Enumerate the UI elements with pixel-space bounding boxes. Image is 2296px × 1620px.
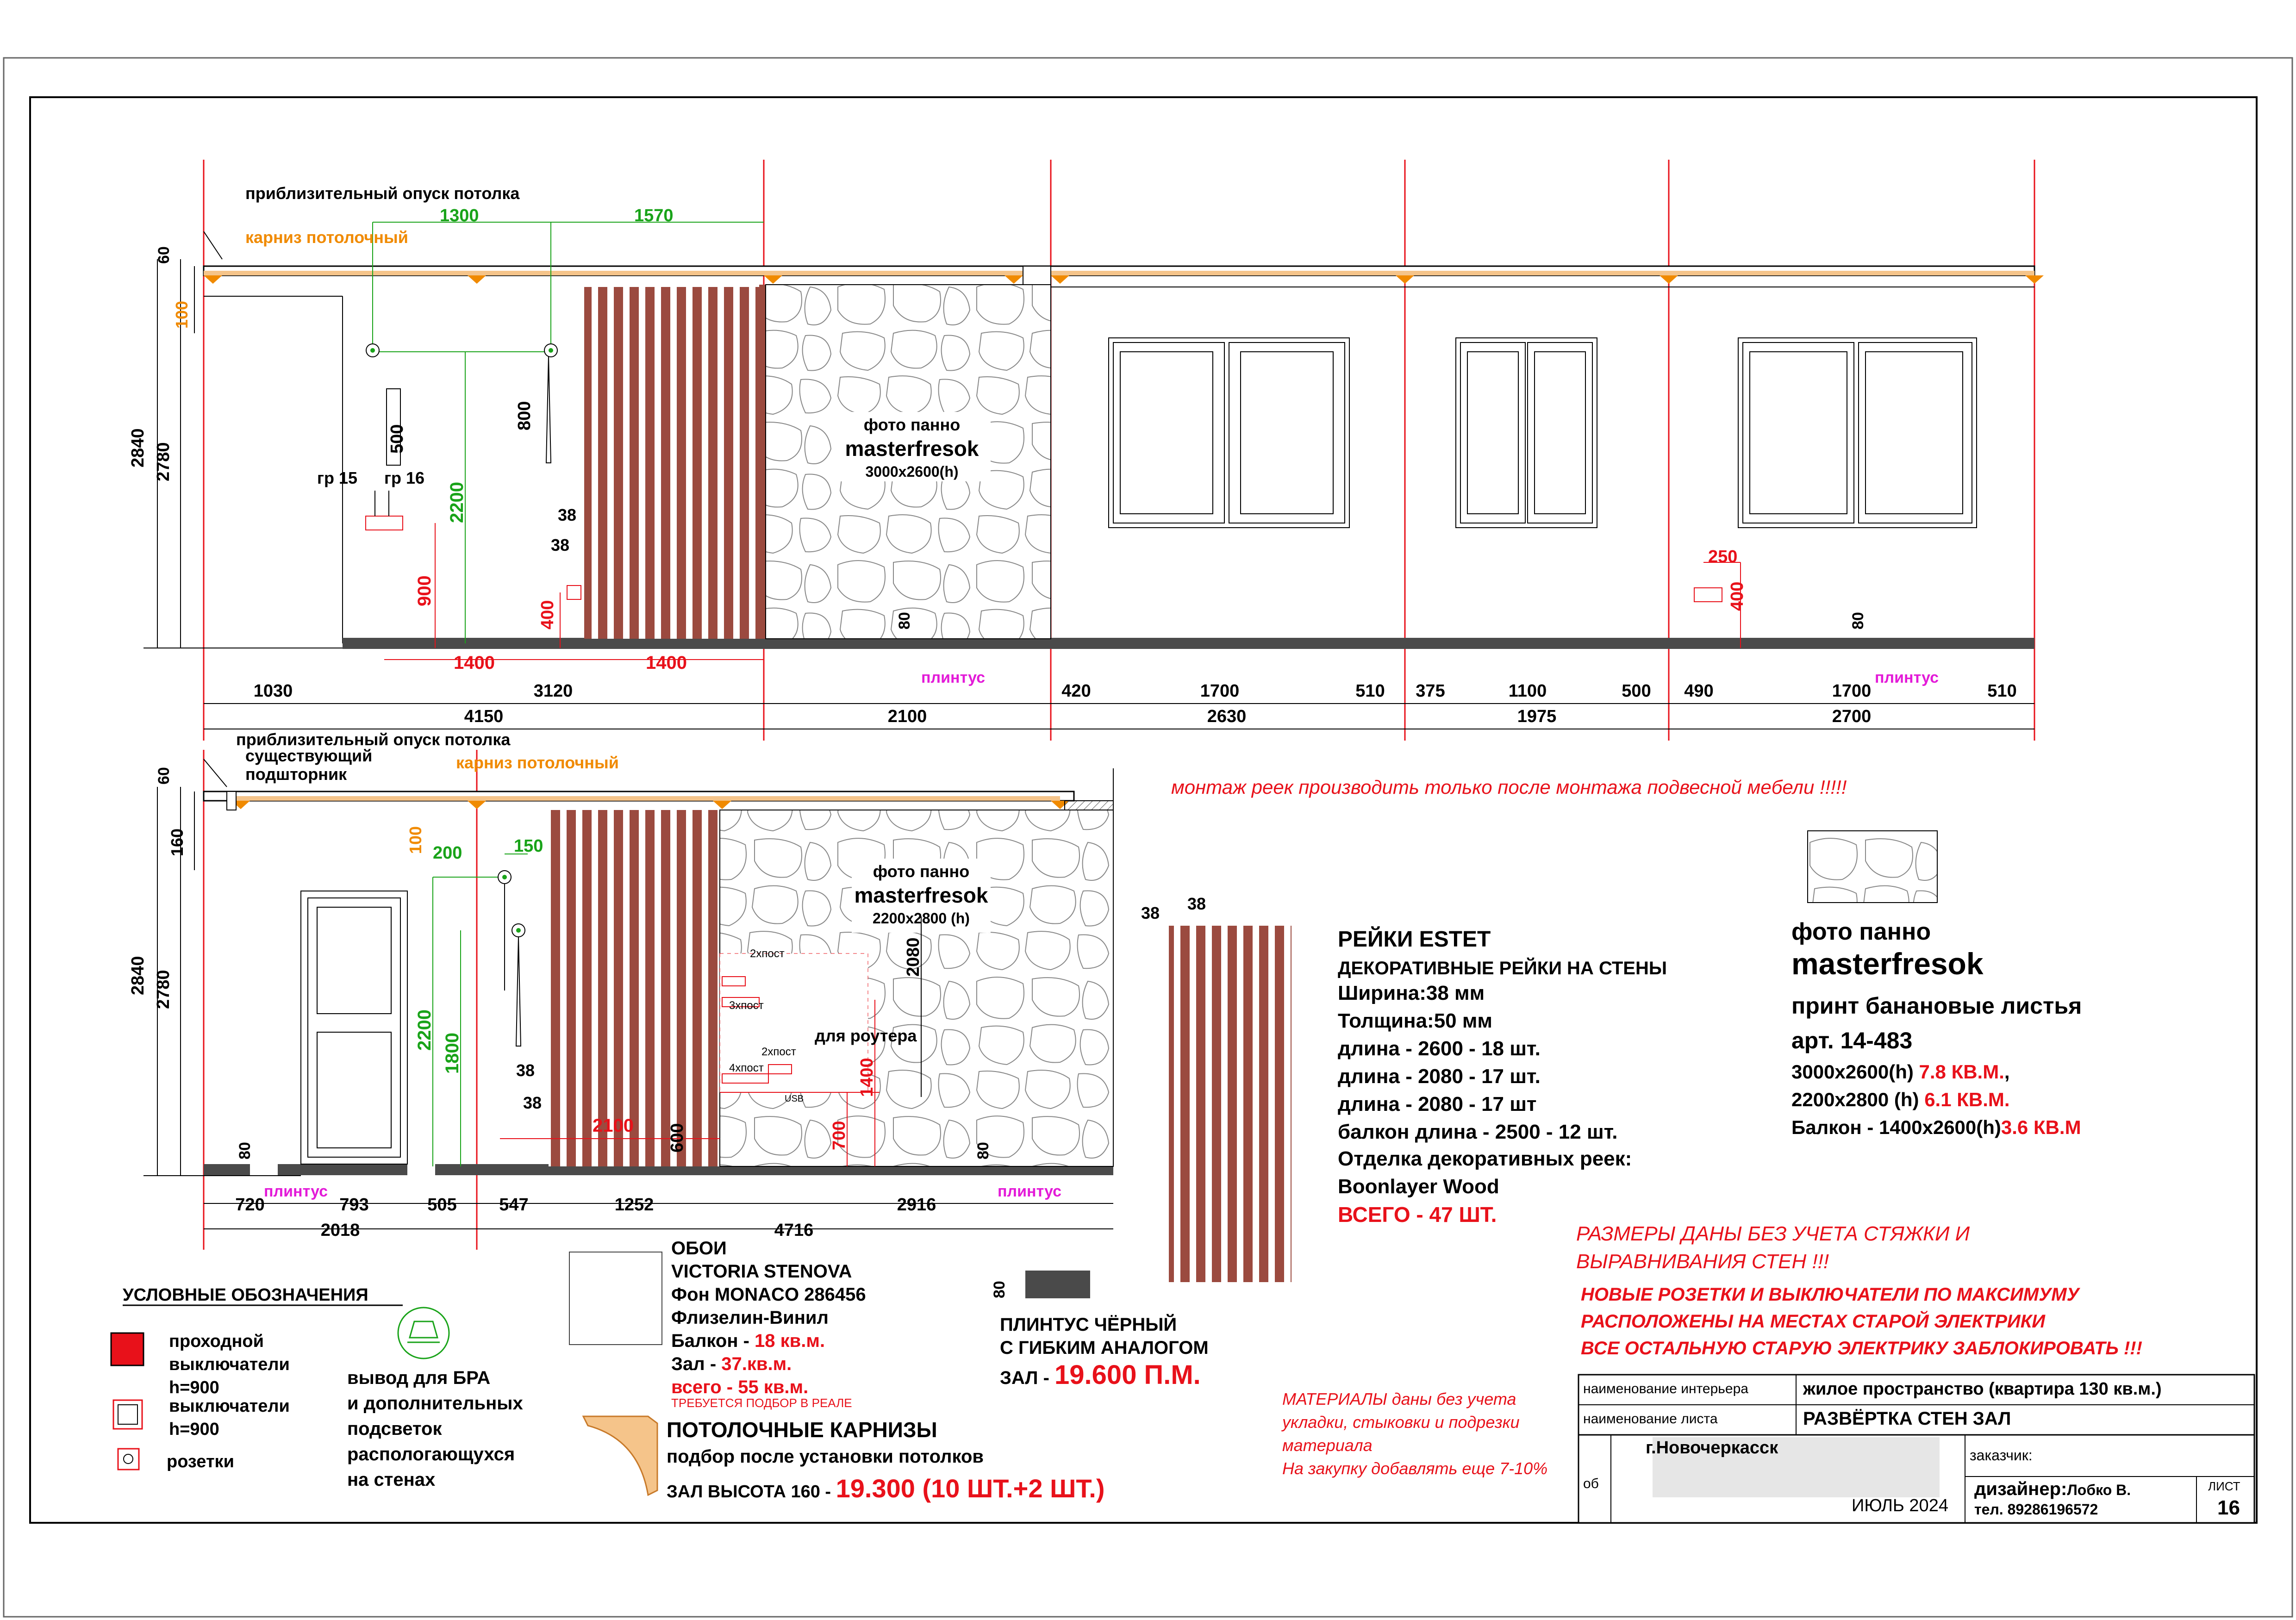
e1-b1-2: 420: [1061, 681, 1091, 701]
pp-print: принт банановые листья: [1791, 993, 2082, 1019]
e1-b1-1: 3120: [533, 681, 573, 701]
e1-b1-3: 1700: [1200, 681, 1240, 701]
e1-b1-4: 510: [1355, 681, 1385, 701]
e2-existing-1: существующий: [245, 746, 373, 765]
e2-dim-38b: 38: [523, 1093, 542, 1112]
e2-dim-600: 600: [668, 1123, 687, 1153]
stamp-sheet-no: 16: [2217, 1496, 2240, 1519]
e1-dim-1570: 1570: [634, 206, 674, 225]
plinth-v80: 80: [991, 1281, 1008, 1298]
e2-b1-5: 2916: [897, 1195, 936, 1215]
mount-note: монтаж реек производить только после монтажа подвесной мебели !!!!!: [1171, 776, 1847, 798]
e2-dim-1800: 1800: [442, 1033, 462, 1074]
e2-b1-2: 505: [427, 1195, 457, 1215]
stamp-designer-name: Лобко В.: [2067, 1482, 2131, 1498]
cornice-q-b: 19.300 (10 ШТ.+2 ШТ.): [836, 1474, 1105, 1503]
e1-b2-1: 2100: [887, 707, 927, 726]
slat-sample-w1: 38: [1141, 903, 1160, 922]
title-block: [1578, 1375, 2254, 1523]
slats-spec: [1338, 926, 1667, 1227]
e1-b1-9: 1700: [1832, 681, 1872, 701]
e2-dim-80a: 80: [236, 1142, 254, 1159]
warning-2: ВЫРАВНИВАНИЯ СТЕН !!!: [1576, 1250, 1829, 1273]
slat-sample-w2: 38: [1187, 894, 1206, 913]
stamp-r2-label: наименование листа: [1583, 1411, 1718, 1427]
e1-plinth-label-b: плинтус: [1875, 669, 1939, 686]
legend-bra-3: распологающухся: [347, 1444, 515, 1464]
e2-ceiling-note: приблизительный опуск потолка: [236, 730, 511, 749]
pp-l2-b: 6.1 КВ.М.: [1924, 1089, 2010, 1110]
door: [301, 891, 407, 1164]
legend-pass-1: проходной: [169, 1332, 264, 1351]
pp-line1: [1791, 1061, 2010, 1083]
plinth-swatch: [1025, 1271, 1090, 1298]
legend-pass-2: выключатели: [169, 1355, 290, 1374]
materials-note: [1281, 1389, 1547, 1478]
e2-dim-2780: 2780: [154, 970, 173, 1009]
e2-bottom-row-1: [235, 1195, 936, 1215]
slats-line-7: Отделка декоративных реек:: [1338, 1147, 1632, 1170]
plinth-qty: [1000, 1360, 1201, 1390]
warning-5: ВСЕ ОСТАЛЬНУЮ СТАРУЮ ЭЛЕКТРИКУ ЗАБЛОКИРОВАТЬ !!!: [1581, 1338, 2142, 1358]
cornice-qty: [667, 1474, 1104, 1503]
pp-l1-b: 7.8 КВ.М.: [1919, 1061, 2004, 1083]
legend-sw-2: h=900: [169, 1420, 219, 1439]
wp-z-b: 37.кв.м.: [721, 1354, 792, 1374]
pp-l1-a: 3000x2600(h): [1791, 1061, 1919, 1083]
e1-cornice-label: карниз потолочный: [245, 228, 408, 247]
elevation-1: [144, 160, 2044, 741]
e2-bottom-row-2: [321, 1221, 814, 1240]
mat-2: укладки, стыковки и подрезки: [1282, 1413, 1520, 1432]
e1-b1-7: 500: [1622, 681, 1651, 701]
warning-1: РАЗМЕРЫ ДАНЫ БЕЗ УЧЕТА СТЯЖКИ И: [1576, 1222, 1970, 1245]
e2-dim-1400: 1400: [857, 1058, 877, 1097]
e2-socket-4: 4хпост: [729, 1062, 764, 1074]
e1-dim-900: 900: [414, 575, 435, 606]
mat-4: На закупку добавлять еще 7-10%: [1282, 1459, 1548, 1478]
slats-line-1: Ширина:38 мм: [1338, 982, 1485, 1004]
wp-s-b: 55 кв.м.: [738, 1377, 809, 1397]
e1-dim-400: 400: [538, 600, 557, 629]
e1-dim-2840: 2840: [128, 428, 148, 467]
slat-sample: [1169, 926, 1292, 1282]
e2-socket-1: 2хпост: [750, 947, 785, 960]
e2-plinth-label-b: плинтус: [998, 1183, 1062, 1200]
e1-dim-2200: 2200: [447, 482, 467, 523]
slats-total: ВСЕГО - 47 ШТ.: [1338, 1203, 1497, 1227]
e2-panel-title: фото панно: [873, 862, 970, 881]
stamp-sheet-label: ЛИСТ: [2208, 1479, 2240, 1493]
slats-2: [549, 810, 720, 1166]
slats-line-4: длина - 2080 - 17 шт.: [1338, 1065, 1541, 1088]
e1-dim-500: 500: [387, 424, 407, 454]
e2-dim-80b: 80: [974, 1142, 992, 1159]
slats-line-2: Толщина:50 мм: [1338, 1009, 1492, 1032]
e1-group-16: гр 16: [384, 468, 425, 487]
legend-bra-4: на стенах: [347, 1470, 436, 1490]
stamp-date: ИЮЛЬ 2024: [1852, 1496, 1948, 1515]
slats-line-3: длина - 2600 - 18 шт.: [1338, 1037, 1541, 1060]
window-1: [1109, 338, 1349, 528]
legend-pass-switch-icon: [111, 1333, 144, 1365]
legend-bra-0: вывод для БРА: [347, 1368, 491, 1388]
e1-dim-2780: 2780: [154, 442, 173, 481]
e2-plinth-label-a: плинтус: [264, 1183, 328, 1200]
legend-socket-icon: [118, 1449, 139, 1470]
e1-b1-8: 490: [1684, 681, 1714, 701]
elevation-2: [144, 750, 1113, 1250]
e2-dim-150: 150: [514, 836, 543, 856]
mat-1: МАТЕРИАЛЫ даны без учета: [1282, 1389, 1516, 1408]
e2-b1-3: 547: [499, 1195, 529, 1215]
e1-dim-80a: 80: [896, 612, 913, 629]
e1-b1-6: 1100: [1508, 681, 1547, 701]
e1-dim-38b: 38: [551, 536, 570, 555]
e1-dim-1400a: 1400: [454, 653, 495, 673]
e1-panel-name: masterfresok: [845, 436, 979, 461]
e1-b2-4: 2700: [1832, 707, 1872, 726]
slats-line-5: длина - 2080 - 17 шт: [1338, 1093, 1537, 1115]
pp-line2: [1791, 1089, 2010, 1110]
e1-dim-80b: 80: [1849, 612, 1867, 629]
e1-b2-0: 4150: [464, 707, 504, 726]
pp-l2-a: 2200x2800 (h): [1791, 1089, 1925, 1110]
stamp-r2-value: РАЗВЁРТКА СТЕН ЗАЛ: [1803, 1408, 2011, 1429]
stamp-city: г.Новочеркасск: [1646, 1438, 1778, 1458]
e1-plinth-label-a: плинтус: [921, 669, 986, 686]
e2-existing-2: подшторник: [245, 765, 347, 784]
e2-b2-1: 4716: [774, 1221, 814, 1240]
pp-l3-a: Балкон - 1400x2600(h): [1791, 1116, 2001, 1138]
plinth-t1: ПЛИНТУС ЧЁРНЫЙ: [1000, 1315, 1177, 1335]
wp-3: Фон MONACO 286456: [671, 1284, 866, 1305]
warning-3: НОВЫЕ РОЗЕТКИ И ВЫКЛЮЧАТЕЛИ ПО МАКСИМУМУ: [1581, 1284, 2079, 1305]
e2-router: для роутера: [815, 1026, 917, 1045]
legend-bra-icon: [398, 1308, 449, 1358]
e2-dim-700: 700: [830, 1121, 849, 1150]
e2-dim-160: 160: [168, 828, 187, 856]
e1-b2-2: 2630: [1207, 707, 1247, 726]
e2-dim-2200: 2200: [414, 1009, 435, 1051]
e1-dim-100: 100: [172, 300, 191, 329]
stamp-designer-label: дизайнер:: [1974, 1479, 2067, 1499]
wallpaper-swatch: [569, 1252, 662, 1345]
legend-pass-3: h=900: [169, 1378, 219, 1397]
warnings: [1576, 1222, 2142, 1358]
wp-b-a: Балкон -: [671, 1331, 755, 1351]
legend-bra-2: подсветок: [347, 1419, 442, 1439]
wp-balcony: [671, 1331, 825, 1351]
stamp-r1-label: наименование интерьера: [1583, 1381, 1748, 1396]
wp-z-a: Зал -: [671, 1354, 722, 1374]
warning-4: РАСПОЛОЖЕНЫ НА МЕСТАХ СТАРОЙ ЭЛЕКТРИКИ: [1581, 1311, 2046, 1332]
wallpaper-spec: [671, 1238, 866, 1410]
pp-line3: [1791, 1116, 2081, 1138]
legend: [111, 1285, 523, 1490]
slats-line-8: Boonlayer Wood: [1338, 1175, 1499, 1198]
wp-1: ОБОИ: [671, 1238, 727, 1259]
e1-b1-0: 1030: [253, 681, 293, 701]
mat-3: материала: [1282, 1436, 1373, 1455]
stamp-designer: [1974, 1479, 2131, 1499]
pp-name: masterfresok: [1791, 947, 1984, 981]
legend-title: УСЛОВНЫЕ ОБОЗНАЧЕНИЯ: [123, 1285, 368, 1305]
floor-line: [343, 638, 2034, 649]
e1-dim-250: 250: [1708, 547, 1738, 567]
inner-frame: [30, 97, 2257, 1523]
e2-panel-size: 2200x2800 (h): [873, 910, 970, 927]
stamp-r1-value: жилое пространство (квартира 130 кв.м.): [1803, 1379, 2162, 1399]
wp-b-b: 18 кв.м.: [755, 1331, 825, 1351]
e2-dim-60: 60: [155, 767, 173, 785]
legend-bra-1: и дополнительных: [347, 1393, 523, 1414]
stamp-phone: тел. 89286196572: [1974, 1501, 2098, 1518]
pp-l3-b: 3.6 КВ.М: [2001, 1116, 2081, 1138]
slats-1: [584, 287, 764, 639]
e2-dim-2840: 2840: [128, 956, 148, 995]
pp-art: арт. 14-483: [1791, 1028, 1913, 1053]
stamp-customer: заказчик:: [1970, 1447, 2033, 1464]
plinth-q-a: ЗАЛ -: [1000, 1368, 1055, 1388]
window-3: [1738, 338, 1977, 528]
e1-group-15: гр 15: [317, 468, 358, 487]
plinth-t2: С ГИБКИМ АНАЛОГОМ: [1000, 1338, 1209, 1358]
e1-b2-3: 1975: [1517, 707, 1557, 726]
wp-note: ТРЕБУЕТСЯ ПОДБОР В РЕАЛЕ: [671, 1396, 852, 1410]
e2-b2-0: 2018: [320, 1221, 360, 1240]
slats-line-6: балкон длина - 2500 - 12 шт.: [1338, 1121, 1618, 1143]
e2-cornice-label: карниз потолочный: [456, 753, 619, 772]
e2-dim-100: 100: [406, 826, 425, 854]
stamp-ob: об: [1583, 1476, 1599, 1491]
e1-dim-1300: 1300: [440, 206, 479, 225]
slats-title: РЕЙКИ ESTET: [1338, 927, 1491, 952]
wp-total: [671, 1377, 808, 1397]
e1-dim-1400b: 1400: [646, 653, 687, 673]
e1-bottom-row-1: [254, 681, 2017, 701]
pp-l1-c: ,: [2004, 1061, 2010, 1083]
e1-panel-title: фото панно: [863, 415, 961, 434]
legend-sw-1: выключатели: [169, 1396, 290, 1416]
cornice-q-a: ЗАЛ ВЫСОТА 160 -: [667, 1482, 836, 1502]
e1-ceiling-note: приблизительный опуск потолка: [245, 184, 520, 203]
e2-b1-1: 793: [339, 1195, 369, 1215]
wp-hall: [671, 1354, 792, 1374]
e2-socket-usb: USB: [785, 1094, 804, 1104]
cornice-strip: [204, 271, 1023, 275]
e2-dim-38a: 38: [516, 1061, 535, 1080]
cornice-sub: подбор после установки потолков: [667, 1446, 984, 1467]
e2-b1-4: 1252: [614, 1195, 654, 1215]
legend-socket: розетки: [167, 1452, 234, 1471]
e1-bottom-row-2: [464, 707, 1872, 726]
e1-b1-10: 510: [1987, 681, 2017, 701]
e1-dim-38a: 38: [558, 505, 577, 524]
e1-dim-800: 800: [515, 401, 534, 430]
e2-dim-2100: 2100: [593, 1115, 634, 1136]
e2-b1-0: 720: [235, 1195, 265, 1215]
cornices-spec: [667, 1418, 1104, 1503]
e1-panel-size: 3000x2600(h): [865, 463, 959, 480]
plinth-q-b: 19.600 П.М.: [1054, 1360, 1201, 1390]
e2-socket-2: 3хпост: [729, 999, 764, 1012]
plinth-spec: [991, 1281, 1209, 1390]
cornice-title: ПОТОЛОЧНЫЕ КАРНИЗЫ: [667, 1418, 937, 1442]
slats-line-0: ДЕКОРАТИВНЫЕ РЕЙКИ НА СТЕНЫ: [1338, 958, 1667, 978]
window-2: [1456, 338, 1597, 528]
e1-dim-400b: 400: [1728, 581, 1747, 611]
photo-panel-spec: [1791, 918, 2082, 1138]
e2-dim-2080: 2080: [904, 937, 923, 977]
wp-2: VICTORIA STENOVA: [671, 1261, 852, 1282]
wp-4: Флизелин-Винил: [671, 1308, 829, 1328]
cornice-profile-icon: [583, 1416, 657, 1495]
e1-dim-60: 60: [155, 246, 173, 264]
pp-title: фото панно: [1791, 918, 1931, 945]
e1-b1-5: 375: [1416, 681, 1445, 701]
e2-dim-200: 200: [433, 843, 462, 863]
e2-socket-3: 2хпост: [761, 1046, 796, 1058]
wp-s-a: всего -: [671, 1377, 738, 1397]
e2-panel-name: masterfresok: [854, 883, 988, 907]
photo-panel-swatch: [1808, 831, 1937, 903]
